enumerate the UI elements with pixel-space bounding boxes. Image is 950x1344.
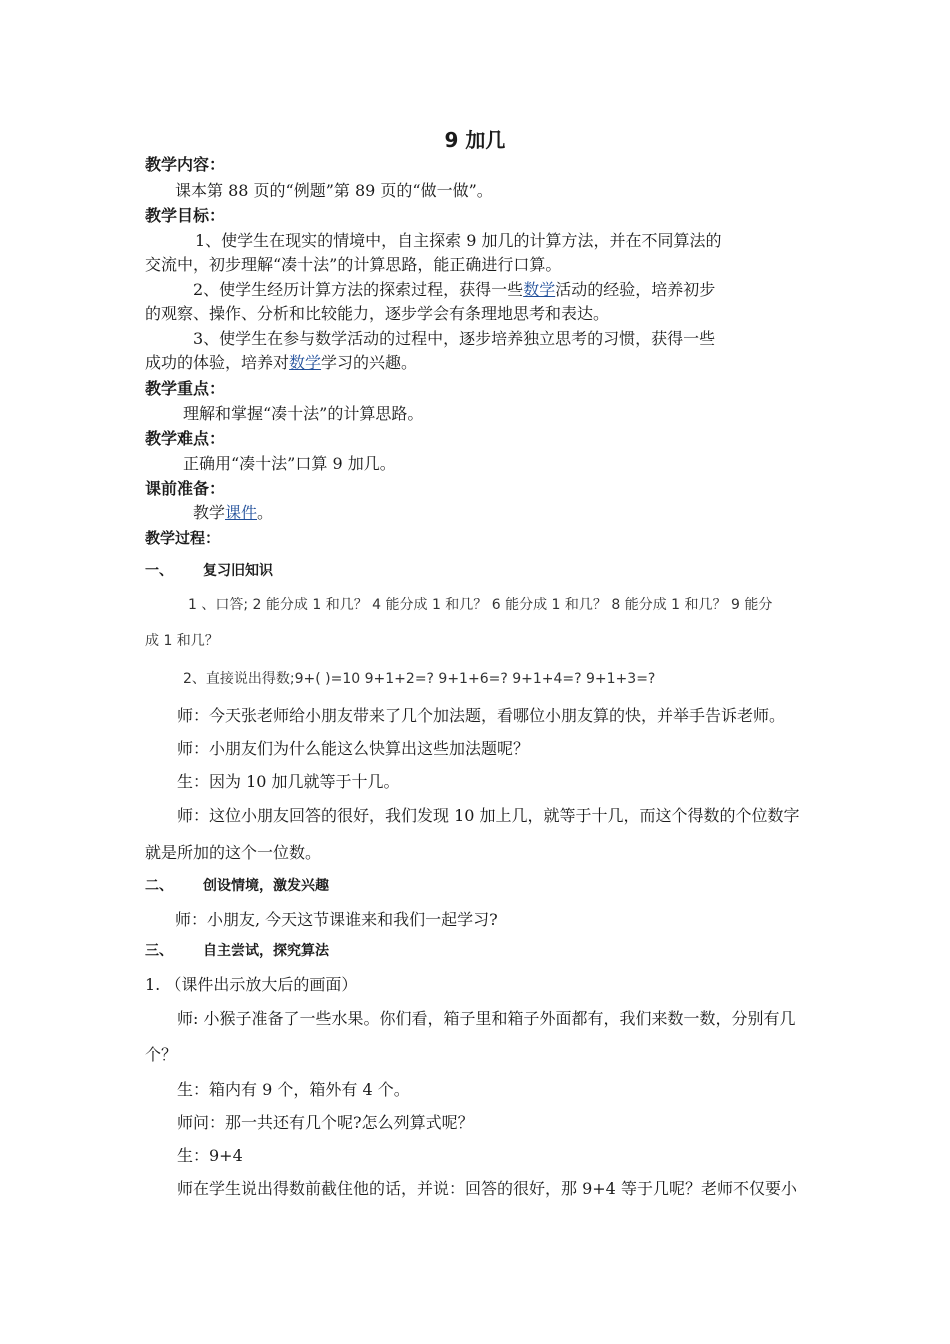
section-3-heading — [145, 940, 329, 960]
goal-3-line-b — [145, 350, 815, 373]
heading-prep: 课前准备： — [145, 479, 226, 498]
courseware-link[interactable]: 课件 — [225, 503, 258, 522]
goal-2-text-after: 活动的经验，培养初步 — [555, 280, 716, 299]
section-2-number: 二、 — [145, 878, 173, 894]
teacher-line-2: 师：小朋友们为什么能这么快算出这些加法题呢？ — [177, 739, 530, 758]
heading-goals: 教学目标： — [145, 206, 226, 225]
page-title: 9 加几 — [444, 128, 506, 152]
teacher-line-6: 师问：那一共还有几个呢?怎么列算式呢？ — [177, 1113, 474, 1132]
teacher-line-3a: 师：这位小朋友回答的很好，我们发现 10 加上几，就等于十几，而这个得数的个位数字 — [177, 806, 800, 825]
teacher-line-4: 师：小朋友, 今天这节课谁来和我们一起学习? — [175, 910, 498, 929]
teacher-line-5a: 师: 小猴子准备了一些水果。你们看，箱子里和箱子外面都有，我们来数一数，分别有几 — [177, 1009, 796, 1028]
item-1-line: 1. （课件出示放大后的画面） — [145, 975, 358, 994]
prep-text: 教学 — [193, 503, 226, 522]
review-1-line-a: 1 、口答; 2 能分成 1 和几？ 4 能分成 1 和几？ 6 能分成 1 和几？ 8 能分成 1 和几？ 9 能分 — [188, 597, 773, 613]
prep-text-after: 。 — [257, 503, 274, 522]
review-1-line-b: 成 1 和几？ — [145, 633, 219, 649]
teacher-line-5b: 个？ — [145, 1045, 178, 1064]
heading-key: 教学重点： — [145, 379, 226, 398]
goal-3-text: 成功的体验，培养对 — [145, 353, 290, 372]
section-1-heading — [145, 560, 273, 580]
goal-3-text-after: 学习的兴趣。 — [321, 353, 418, 372]
goal-1-line-a: 1、使学生在现实的情境中，自主探索 9 加几的计算方法，并在不同算法的 — [195, 231, 722, 250]
goal-1-line-b: 交流中，初步理解“凑十法”的计算思路，能正确进行口算。 — [145, 255, 562, 274]
heading-process: 教学过程： — [145, 529, 221, 547]
difficulty-line: 正确用“凑十法”口算 9 加几。 — [183, 454, 396, 473]
heading-difficulty: 教学难点： — [145, 429, 226, 448]
goal-2-line-a — [193, 277, 863, 300]
teacher-line-7: 师在学生说出得数前截住他的话，并说：回答的很好，那 9+4 等于几呢？老师不仅要小 — [177, 1179, 797, 1198]
goal-3-line-a: 3、使学生在参与数学活动的过程中，逐步培养独立思考的习惯，获得一些 — [193, 329, 716, 348]
section-3-label: 自主尝试，探究算法 — [203, 943, 329, 959]
section-1-number: 一、 — [145, 563, 173, 579]
math-link-2[interactable]: 数学 — [289, 353, 322, 372]
prep-line — [193, 500, 863, 523]
student-line-1: 生：因为 10 加几就等于十几。 — [177, 772, 400, 791]
teacher-line-1: 师：今天张老师给小朋友带来了几个加法题，看哪位小朋友算的快，并举手告诉老师。 — [177, 706, 786, 725]
student-line-3: 生：9+4 — [177, 1146, 243, 1165]
heading-content: 教学内容： — [145, 155, 226, 174]
section-2-heading — [145, 875, 329, 895]
student-line-2: 生：箱内有 9 个，箱外有 4 个。 — [177, 1080, 410, 1099]
content-line: 课本第 88 页的“例题”第 89 页的“做一做”。 — [175, 181, 493, 200]
goal-2-line-b: 的观察、操作、分析和比较能力，逐步学会有条理地思考和表达。 — [145, 304, 610, 323]
math-link[interactable]: 数学 — [523, 280, 556, 299]
key-line: 理解和掌握“凑十法”的计算思路。 — [183, 404, 424, 423]
section-3-number: 三、 — [145, 943, 173, 959]
section-2-label: 创设情境，激发兴趣 — [203, 878, 329, 894]
teacher-line-3b: 就是所加的这个一位数。 — [145, 843, 322, 862]
section-1-label: 复习旧知识 — [203, 563, 273, 579]
goal-2-text: 2、使学生经历计算方法的探索过程，获得一些 — [193, 280, 524, 299]
review-2-line: 2、直接说出得数;9+( )=10 9+1+2=? 9+1+6=? 9+1+4=? 9+1+3=? — [183, 671, 656, 687]
